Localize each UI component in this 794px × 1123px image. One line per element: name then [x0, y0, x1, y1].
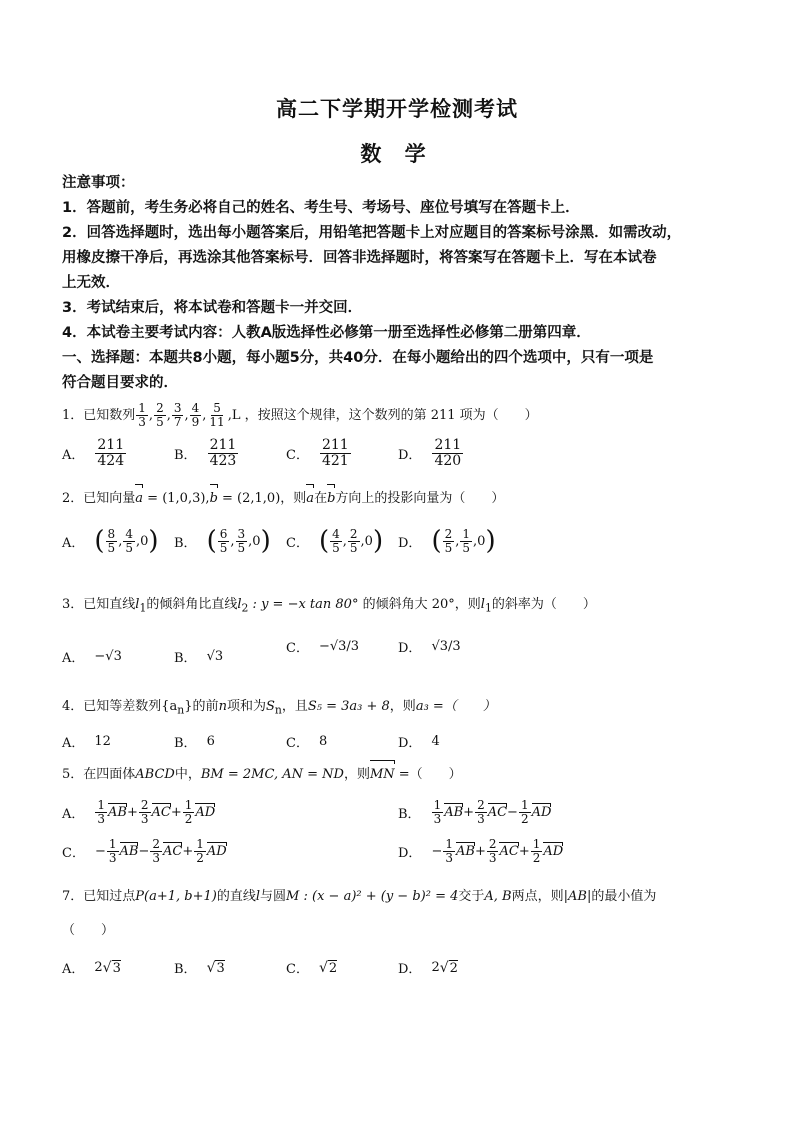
question-7-line2: （ ） — [62, 923, 115, 938]
question-7: 7．已知过点P(a+1, b+1)的直线l与圆M : (x − a)² + (y − b)² = 4交于A, B两点，则|AB|的最小值为 — [62, 889, 657, 904]
q2-option-a: A． ( $\frac{8}{5}$ , $\frac{4}{5}$ , 0 ) — [62, 526, 159, 557]
q2-option-c: C． ( $\frac{4}{5}$ , $\frac{2}{5}$ , 0 ) — [286, 526, 384, 557]
q5-option-c: C． − $\frac{1}{3}$ AB − $\frac{2}{3}$ AC + $\frac{1}{2}$ AD — [62, 837, 227, 865]
exam-title: 高二下学期开学检测考试 — [276, 97, 518, 121]
q3-option-c: C． −√3/3 — [286, 639, 360, 656]
q4-option-a: A． 12 — [62, 734, 111, 751]
notice-item: 2．回答选择题时，选出每小题答案后，用铅笔把答题卡上对应题目的答案标号涂黑．如需改动， — [62, 225, 682, 241]
q3-option-d: D． √3/3 — [398, 639, 461, 656]
question-4: 4．已知等差数列$\{a_n\}$的前n项和为$S_n$，且S₅ = 3a₃ + 8，则a₃ =（ ） — [62, 699, 496, 717]
q7-option-b: B． √ 3 — [174, 959, 225, 977]
q5-option-b: B． $\frac{1}{3}$ AB + $\frac{2}{3}$ AC − $\frac{1}{2}$ AD — [398, 798, 552, 826]
q5-option-d: D． − $\frac{1}{3}$ AB + $\frac{2}{3}$ AC + $\frac{1}{2}$ AD — [398, 837, 564, 865]
q1-option-a: A． $\frac{211}{424}$ — [62, 437, 125, 469]
q4-option-c: C． 8 — [286, 734, 328, 751]
q4-option-b: B． 6 — [174, 734, 215, 751]
q1-suffix: ,L ，按照这个规律，这个数列的第 211 项为（ ） — [227, 408, 538, 423]
q5-option-a: A． $\frac{1}{3}$ AB + $\frac{2}{3}$ AC + $\frac{1}{2}$ AD — [62, 798, 216, 826]
notice-heading: 注意事项： — [62, 175, 135, 191]
q3-option-a: A． −√3 — [62, 649, 122, 666]
section-heading: 符合题目要求的． — [62, 375, 178, 391]
q7-option-c: C． √ 2 — [286, 959, 338, 977]
notice-item: 上无效． — [62, 275, 120, 291]
question-3: 3．已知直线$l_1$的倾斜角比直线$l_2$ : y = −x tan 80° 的倾斜角大 20°，则$l_1$的斜率为（ ） — [62, 597, 596, 615]
q4-option-d: D． 4 — [398, 734, 440, 751]
q1-prefix: 1．已知数列 — [62, 408, 136, 423]
q1-option-c: C． $\frac{211}{421}$ — [286, 437, 349, 469]
notice-item: 1．答题前，考生务必将自己的姓名、考生号、考场号、座位号填写在答题卡上． — [62, 200, 580, 216]
q3-option-b: B． √3 — [174, 649, 224, 666]
q7-option-d: D． 2 √ 2 — [398, 959, 458, 977]
q7-option-a: A． 2 √ 3 — [62, 959, 121, 977]
question-1: 1．已知数列 $\frac{1}{3}$ , $\frac{2}{5}$ , $\frac{3}{7}$ , $\frac{4}{9}$ , $\frac{5}{11}$ ,L ，按照这个规律，这个数列的第 211 项为（ ） — [62, 401, 538, 429]
q2-option-b: B． ( $\frac{6}{5}$ , $\frac{3}{5}$ , 0 ) — [174, 526, 271, 557]
question-5: 5．在四面体ABCD中，BM = 2MC, AN = ND，则MN =（ ） — [62, 762, 732, 788]
q1-option-d: D． $\frac{211}{420}$ — [398, 437, 462, 469]
question-2: 2．已知向量a = (1,0,3),b = (2,1,0)，则a在b方向上的投影向量为（ ） — [62, 486, 732, 512]
notice-item: 用橡皮擦干净后，再选涂其他答案标号．回答非选择题时，将答案写在答题卡上．写在本试卷 — [62, 250, 657, 266]
section-heading: 一、选择题：本题共8小题，每小题5分，共40分．在每小题给出的四个选项中，只有一项是 — [62, 350, 654, 366]
notice-item: 3．考试结束后，将本试卷和答题卡一并交回． — [62, 300, 363, 316]
q2-option-d: D． ( $\frac{2}{5}$ , $\frac{1}{5}$ , 0 ) — [398, 526, 496, 557]
q1-option-b: B． $\frac{211}{423}$ — [174, 437, 237, 469]
notice-item: 4．本试卷主要考试内容：人教A版选择性必修第一册至选择性必修第二册第四章． — [62, 325, 591, 341]
subject-title: 数 学 — [360, 142, 434, 166]
